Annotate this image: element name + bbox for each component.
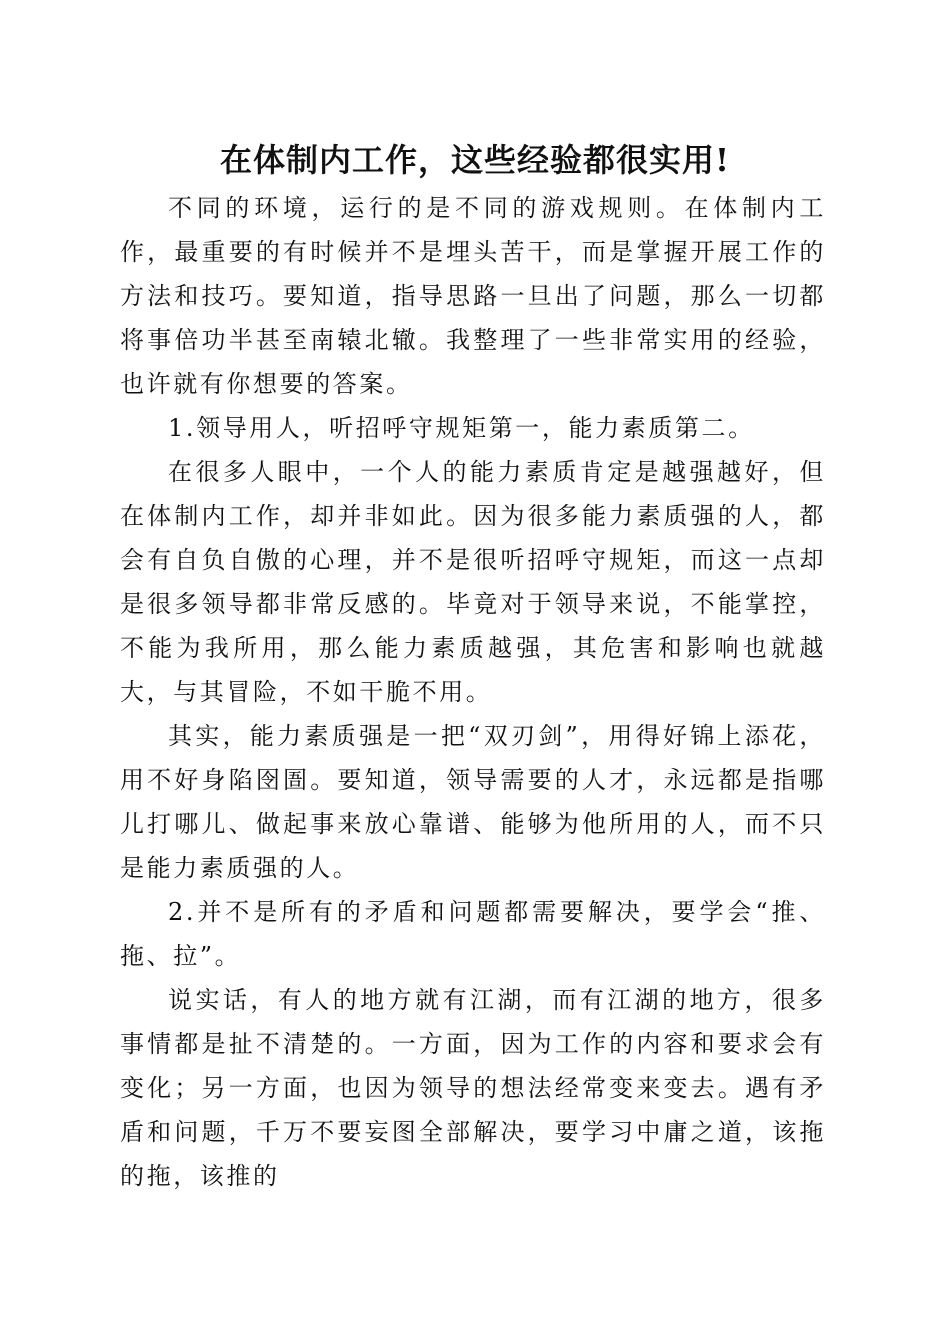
document-body [120, 186, 826, 1198]
paragraph-2a: 说实话，有人的地方就有江湖，而有江湖的地方，很多事情都是扯不清楚的。一方面，因为工作的内容和要求会有变化；另一方面，也因为领导的想法经常变来变去。遇有矛盾和问题，千万不要妄图全部解决，要学习中庸之道，该拖的拖，该推的 [120, 986, 826, 1190]
document-title: 在体制内工作，这些经验都很实用! [219, 141, 731, 179]
paragraph-1b: 其实，能力素质强是一把“双刃剑”，用得好锦上添花，用不好身陷囹圄。要知道，领导需要的人才，永远都是指哪儿打哪儿、做起事来放心靠谱、能够为他所用的人，而不只是能力素质强的人。 [120, 722, 826, 882]
section-heading-2: 2.并不是所有的矛盾和问题都需要解决，要学会“推、拖、拉”。 [120, 898, 826, 970]
section-heading-1: 1.领导用人，听招呼守规矩第一，能力素质第二。 [168, 414, 755, 442]
paragraph-1a: 在很多人眼中，一个人的能力素质肯定是越强越好，但在体制内工作，却并非如此。因为很多能力素质强的人，都会有自负自傲的心理，并不是很听招呼守规矩，而这一点却是很多领导都非常反感的。毕竟对于领导来说，不能掌控，不能为我所用，那么能力素质越强，其危害和影响也就越大，与其冒险，不如干脆不用。 [120, 458, 826, 706]
paragraph-intro: 不同的环境，运行的是不同的游戏规则。在体制内工作，最重要的有时候并不是埋头苦干，而是掌握开展工作的方法和技巧。要知道，指导思路一旦出了问题，那么一切都将事倍功半甚至南辕北辙。我整理了一些非常实用的经验，也许就有你想要的答案。 [120, 194, 826, 398]
